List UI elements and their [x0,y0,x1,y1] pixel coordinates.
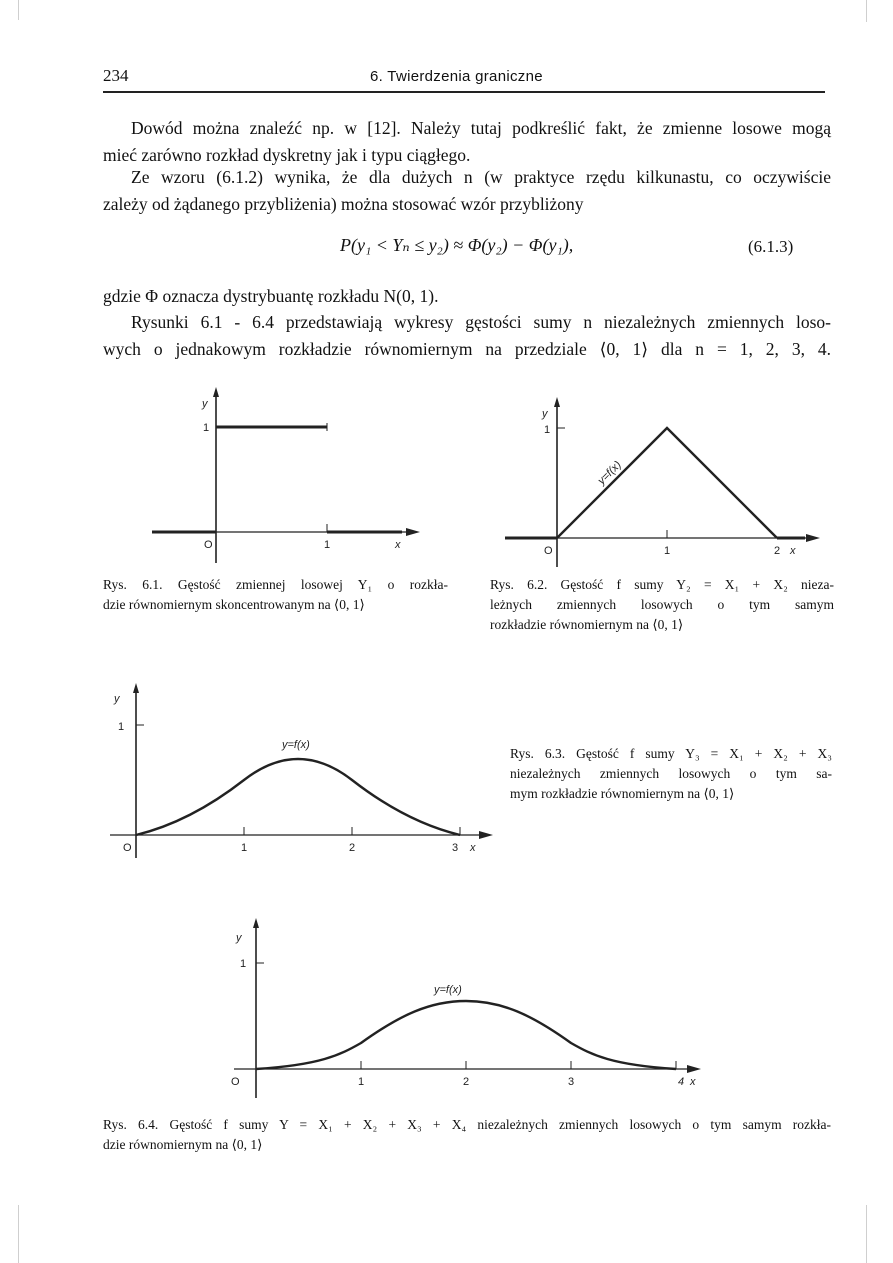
figure-6-3 [100,680,500,860]
figure-6-2 [500,395,830,570]
fig2-x-tick-label-1: 1 [664,545,671,557]
fig2-y-tick-label: 1 [544,424,551,436]
fig4-x-tick-label-3: 3 [568,1076,575,1088]
fig2-origin-label: O [544,545,553,557]
caption-6-3-line-1: Rys. 6.3. Gęstość f sumy Y₃ = X₁ + X₂ + X₃ [510,746,832,761]
fig4-x-arrow [687,1065,701,1073]
fig4-x-label: x [690,1076,696,1088]
fig2-x-label: x [790,545,796,557]
fig3-x-arrow [479,831,493,839]
fig4-x-tick-label-1: 1 [358,1076,365,1088]
paragraph-4-line-1: Rysunki 6.1 - 6.4 przedstawiają wykresy gęstości sumy n niezależnych zmiennych loso- [131,312,831,332]
fig2-x-arrow [806,534,820,542]
running-title: 6. Twierdzenia graniczne [370,68,543,85]
fig3-density-curve [136,759,460,835]
scan-edge-right [866,0,867,22]
fig4-y-arrow [253,918,259,928]
fig4-x-tick-label-4: 4 [678,1076,685,1088]
fig3-x-tick-label-3: 3 [452,842,459,854]
fig3-curve-label: y=f(x) [282,739,310,751]
fig3-y-tick-label: 1 [118,721,125,733]
caption-6-1-line-1: Rys. 6.1. Gęstość zmiennej losowej Y₁ o rozkła- [103,577,448,592]
fig1-y-arrow [213,387,219,397]
caption-6-2-line-2: leżnych zmiennych losowych o tym samym [490,597,834,612]
fig4-x-tick-label-2: 2 [463,1076,470,1088]
caption-6-2 [490,575,834,635]
caption-6-2-line-3: rozkładzie równomiernym na ⟨0, 1⟩ [490,617,684,632]
scan-edge-right-bottom [866,1205,867,1263]
fig4-y-tick-label: 1 [240,958,247,970]
figure-6-4 [220,915,720,1100]
equation-number: (6.1.3) [748,237,794,256]
fig2-y-arrow [554,397,560,407]
equation-6-1-3: P(y₁ < Yₙ ≤ y₂) ≈ Φ(y₂) − Φ(y₁), [340,235,574,255]
caption-6-3-line-2: niezależnych zmiennych losowych o tym sa- [510,766,832,781]
page-number: 234 [103,66,129,85]
paragraph-1-line-1: Dowód można znaleźć np. w [12]. Należy tutaj podkreślić fakt, że zmienne losowe mogą [131,118,831,138]
fig1-origin-label: O [204,539,213,551]
fig1-x-label: x [395,539,401,551]
scan-edge-left [18,0,19,20]
fig3-origin-label: O [123,842,132,854]
fig3-x-tick-label-1: 1 [241,842,248,854]
fig2-x-tick-label-2: 2 [774,545,781,557]
fig1-x-arrow [406,528,420,536]
paragraph-3 [103,283,831,310]
caption-6-2-line-1: Rys. 6.2. Gęstość f sumy Y₂ = X₁ + X₂ nieza- [490,577,834,592]
fig4-density-curve [256,1001,676,1069]
fig2-curve-label: y=f(x) [595,458,624,488]
fig2-y-label: y [542,408,548,420]
paragraph-2 [103,164,831,218]
fig1-x-tick-label-1: 1 [324,539,331,551]
paragraph-4-line-2: wych o jednakowym rozkładzie równomiernym na przedziale ⟨0, 1⟩ dla n = 1, 2, 3, 4. [103,339,831,359]
caption-6-3 [510,744,832,804]
fig1-y-tick-label: 1 [203,422,210,434]
figure-6-1 [140,385,430,565]
caption-6-1 [103,575,448,615]
fig4-curve-label: y=f(x) [434,984,462,996]
fig4-origin-label: O [231,1076,240,1088]
caption-6-3-line-3: mym rozkładzie równomiernym na ⟨0, 1⟩ [510,786,735,801]
fig2-density-triangle [557,428,777,538]
paragraph-2-line-2: zależy od żądanego przybliżenia) można stosować wzór przybliżony [103,194,584,214]
paragraph-1 [103,115,831,169]
fig4-y-label: y [236,932,242,944]
fig3-x-label: x [470,842,476,854]
fig3-y-arrow [133,683,139,693]
fig1-y-label: y [202,398,208,410]
paragraph-3-line-1: gdzie Φ oznacza dystrybuantę rozkładu N(0, 1). [103,286,439,306]
paragraph-2-line-1: Ze wzoru (6.1.2) wynika, że dla dużych n (w praktyce rzędu kilkunastu, co oczywiście [131,167,831,187]
caption-6-4-line-2: dzie równomiernym na ⟨0, 1⟩ [103,1137,263,1152]
caption-6-4 [103,1115,831,1155]
caption-6-4-line-1: Rys. 6.4. Gęstość f sumy Y = X₁ + X₂ + X₃ + X₄ niezależnych zmiennych losowych o tym samym rozkła- [103,1117,831,1132]
fig3-y-label: y [114,693,120,705]
caption-6-1-line-2: dzie równomiernym skoncentrowanym na ⟨0, 1⟩ [103,597,365,612]
fig3-x-tick-label-2: 2 [349,842,356,854]
paragraph-1-line-2: mieć zarówno rozkład dyskretny jak i typu ciągłego. [103,145,471,165]
scan-edge-left-bottom [18,1205,19,1263]
header-rule [103,91,825,93]
paragraph-4 [103,309,831,363]
